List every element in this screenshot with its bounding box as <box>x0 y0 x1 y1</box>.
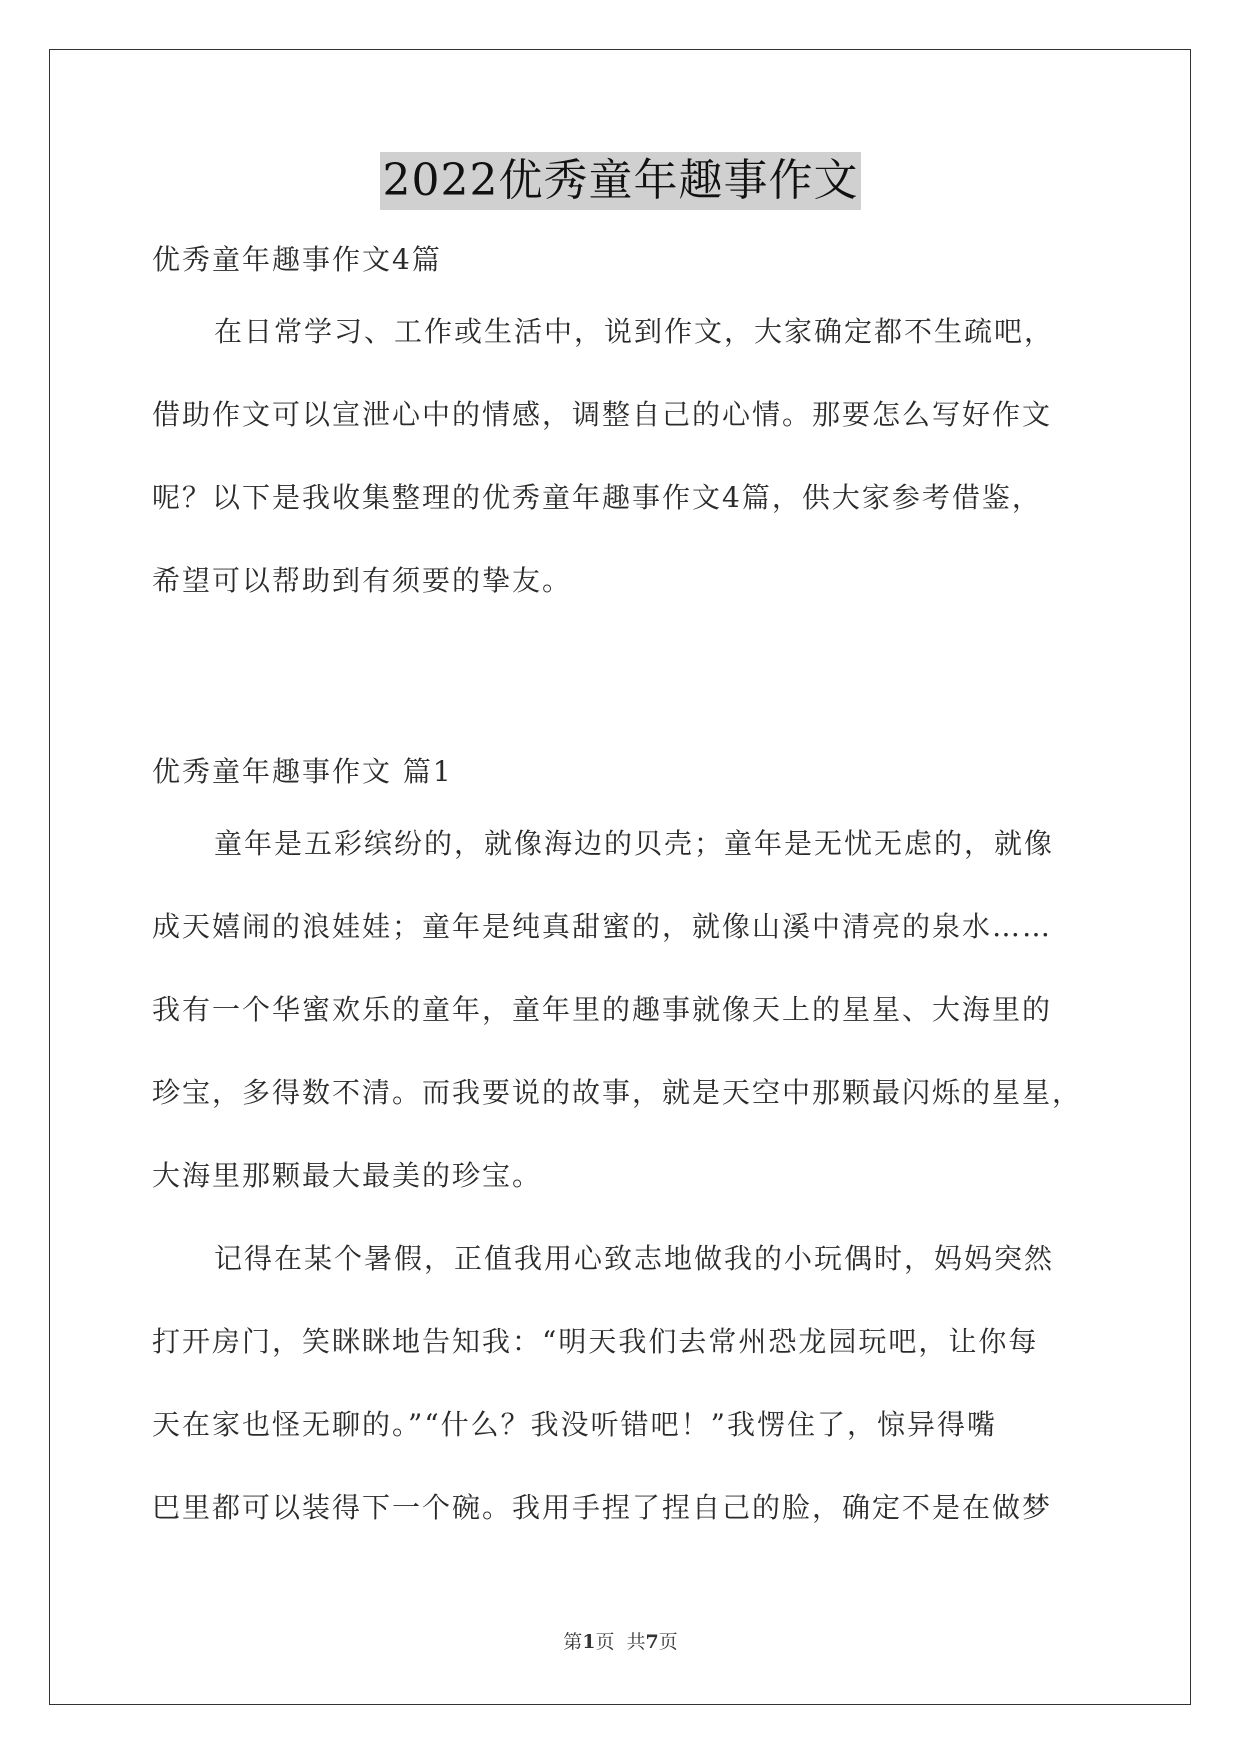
text-line: 成天嬉闹的浪娃娃；童年是纯真甜蜜的，就像山溪中清亮的泉水…… <box>152 910 1053 943</box>
footer-page-prefix: 第 <box>563 1631 583 1653</box>
title-container <box>0 152 1241 210</box>
text-line: 在日常学习、工作或生活中，说到作文，大家确定都不生疏吧， <box>214 315 1055 348</box>
document-subtitle: 优秀童年趣事作文4篇 <box>152 243 442 276</box>
text-line: 借助作文可以宣泄心中的情感，调整自己的心情。那要怎么写好作文 <box>152 398 1053 431</box>
intro-paragraph <box>152 290 1092 622</box>
text-line: 童年是五彩缤纷的，就像海边的贝壳；童年是无忧无虑的，就像 <box>214 827 1055 860</box>
footer-page-total: 7 <box>645 1631 659 1653</box>
paragraph-2 <box>152 1217 1092 1549</box>
text-line: 记得在某个暑假，正值我用心致志地做我的小玩偶时，妈妈突然 <box>214 1242 1055 1275</box>
text-line: 大海里那颗最大最美的珍宝。 <box>152 1159 543 1192</box>
page-footer <box>0 1627 1241 1654</box>
text-line: 珍宝，多得数不清。而我要说的故事，就是天空中那颗最闪烁的星星， <box>152 1076 1083 1109</box>
text-line: 呢？以下是我收集整理的优秀童年趣事作文4篇，供大家参考借鉴， <box>152 481 1042 514</box>
text-line: 天在家也怪无聊的。”“什么？我没听错吧！”我愣住了，惊异得嘴 <box>152 1408 997 1441</box>
text-line: 巴里都可以装得下一个碗。我用手捏了捏自己的脸，确定不是在做梦 <box>152 1491 1053 1524</box>
section-heading: 优秀童年趣事作文 篇1 <box>152 755 453 788</box>
footer-page-suffix: 页 <box>658 1631 678 1653</box>
footer-page-current: 1 <box>582 1631 596 1653</box>
paragraph-1 <box>152 802 1092 1217</box>
document-title: 2022优秀童年趣事作文 <box>380 152 862 210</box>
footer-page-mid: 页 共 <box>595 1631 646 1653</box>
text-line: 希望可以帮助到有须要的挚友。 <box>152 564 573 597</box>
text-line: 打开房门，笑眯眯地告知我：“明天我们去常州恐龙园玩吧，让你每 <box>152 1325 1039 1358</box>
text-line: 我有一个华蜜欢乐的童年，童年里的趣事就像天上的星星、大海里的 <box>152 993 1053 1026</box>
